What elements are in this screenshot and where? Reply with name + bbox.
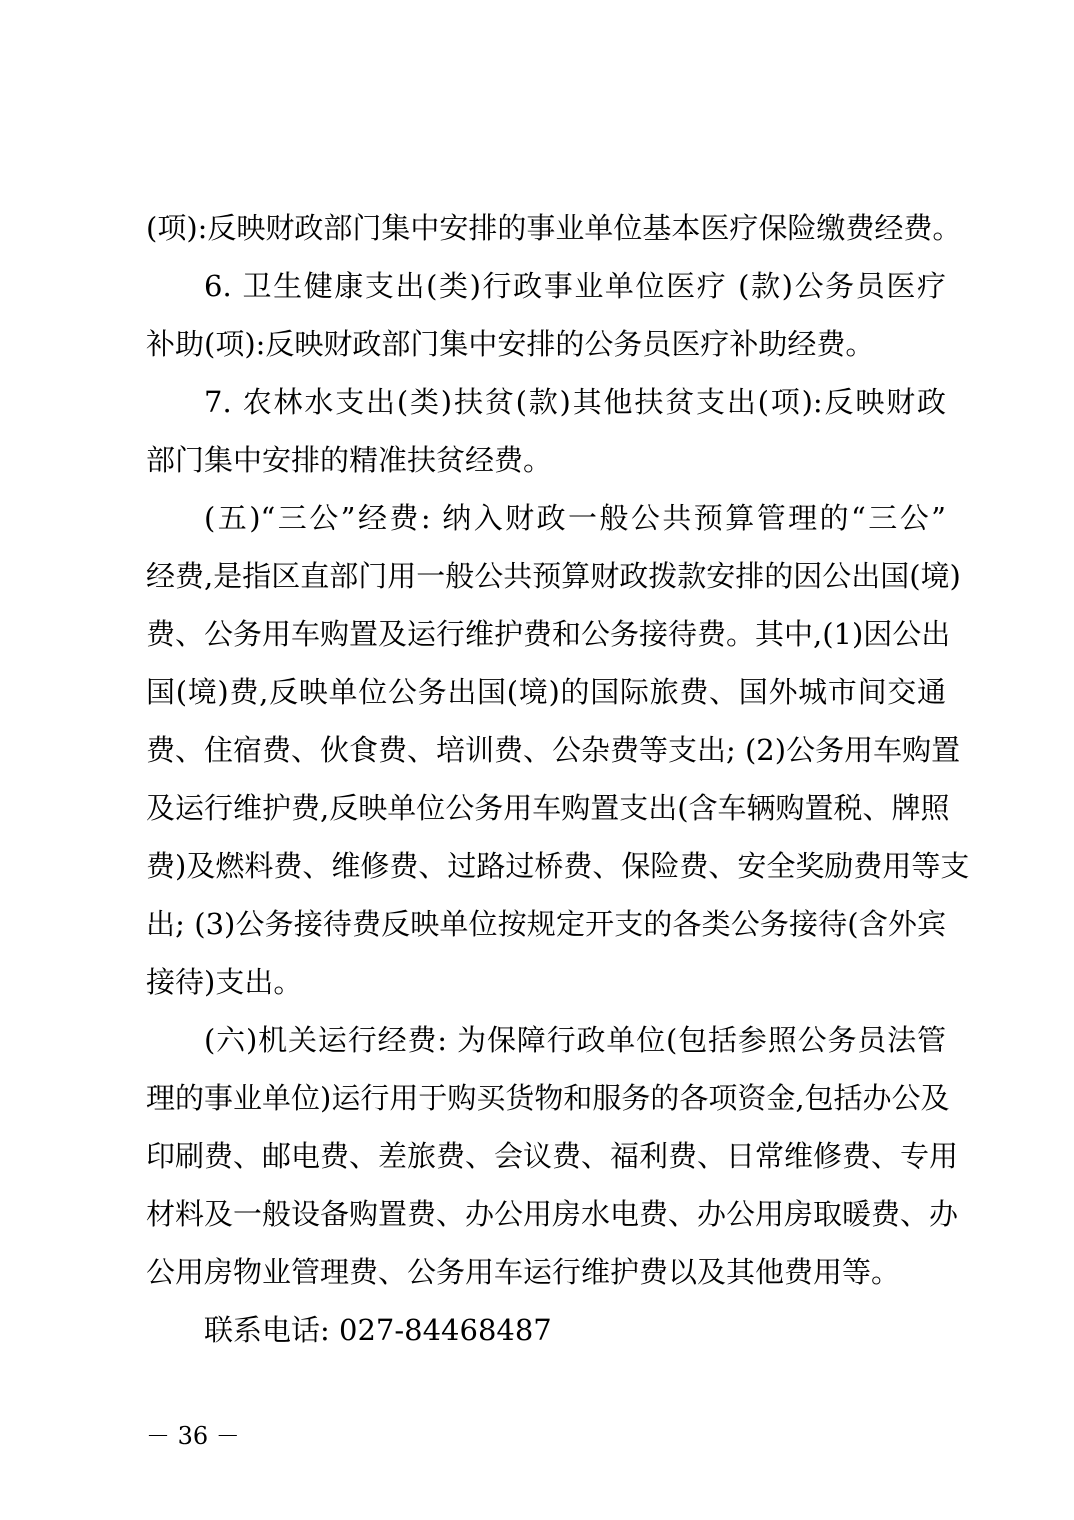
contact-phone: 联系电话: 027-84468487 [204,1313,552,1347]
text-line-7: 经费,是指区直部门用一般公共预算财政拨款安排的因公出国(境) [146,559,961,593]
text-line-10: 费、住宿费、伙食费、培训费、公杂费等支出; (2)公务用车购置 [146,733,961,767]
text-line-1: (项):反映财政部门集中安排的事业单位基本医疗保险缴费经费。 [146,211,962,245]
text-line-13: 出; (3)公务接待费反映单位按规定开支的各类公务接待(含外宾 [146,907,946,941]
text-line-14: 接待)支出。 [146,965,303,999]
text-line-18: 材料及一般设备购置费、办公用房水电费、办公用房取暖费、办 [146,1197,959,1231]
text-line-5: 部门集中安排的精准扶贫经费。 [146,443,553,477]
text-line-15: (六)机关运行经费: 为保障行政单位(包括参照公务员法管 [204,1023,946,1057]
text-line-3: 补助(项):反映财政部门集中安排的公务员医疗补助经费。 [146,327,875,361]
text-line-8: 费、公务用车购置及运行维护费和公务接待费。其中,(1)因公出 [146,617,951,651]
text-line-4: 7. 农林水支出(类)扶贫(款)其他扶贫支出(项):反映财政 [204,385,946,419]
text-line-9: 国(境)费,反映单位公务出国(境)的国际旅费、国外城市间交通 [146,675,946,709]
text-line-2: 6. 卫生健康支出(类)行政事业单位医疗 (款)公务员医疗 [204,269,946,303]
text-line-11: 及运行维护费,反映单位公务用车购置支出(含车辆购置税、牌照 [146,791,950,825]
text-line-16: 理的事业单位)运行用于购买货物和服务的各项资金,包括办公及 [146,1081,950,1115]
page-number: － 36 － [146,1422,240,1450]
text-line-6: (五)“三公”经费: 纳入财政一般公共预算管理的“三公” [204,501,946,535]
text-line-12: 费)及燃料费、维修费、过路过桥费、保险费、安全奖励费用等支 [146,849,970,883]
text-line-19: 公用房物业管理费、公务用车运行维护费以及其他费用等。 [146,1255,901,1289]
text-line-17: 印刷费、邮电费、差旅费、会议费、福利费、日常维修费、专用 [146,1139,959,1173]
